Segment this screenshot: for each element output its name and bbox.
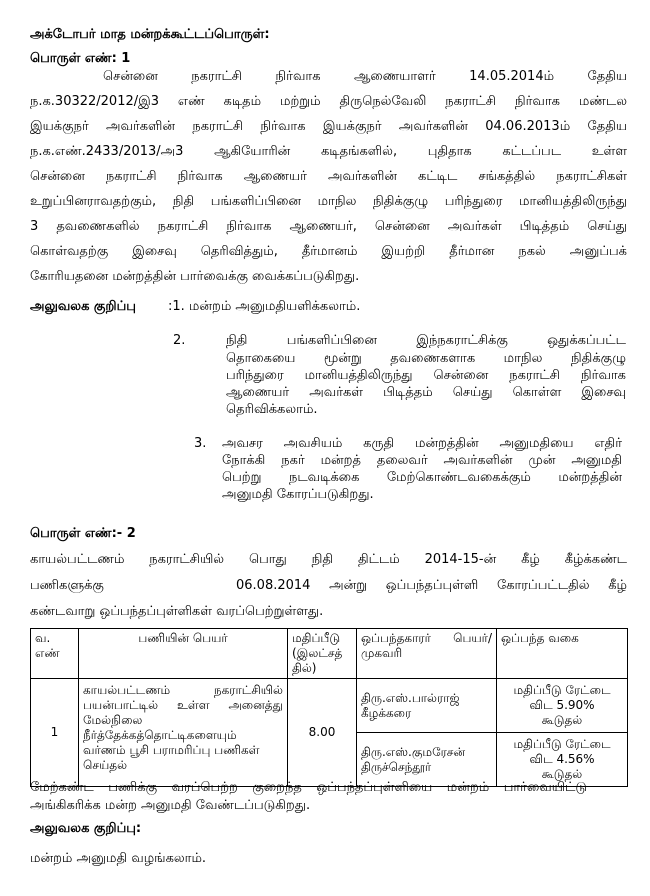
- item2-intro-line-2b: 06.08.2014 அன்று ஒப்பந்தப்புள்ளி கோரப்பட்டதில் கீழ்: [236, 578, 627, 593]
- item1-note-3-line-4: அனுமதி கோரப்படுகிறது.: [222, 487, 374, 502]
- bid-1-contractor-name: திரு.எஸ்.பால்ராஜ்: [361, 690, 460, 705]
- item1-note-1: :1. மன்றம் அனுமதியளிக்கலாம்.: [168, 299, 361, 314]
- item2-intro-line-3: கண்டவாறு ஒப்பந்தப்புள்ளிகள் வரப்பெற்றுள்ளது.: [30, 604, 324, 619]
- row-serial-number: 1: [31, 679, 79, 787]
- bid-1-contractor-place: கீழக்கரை: [361, 705, 412, 720]
- item2-intro-line-1: காயல்பட்டணம் நகராட்சியில் பொது நிதி திட்டம் 2014-15-ன் கீழ் கீழ்க்கண்ட: [30, 552, 627, 567]
- item2-title: பொருள் எண்:- 2: [30, 526, 136, 541]
- item1-note-2-number: 2.: [173, 333, 186, 348]
- item1-note-2-line-1: நிதி பங்களிப்பினை இந்நகராட்சிக்கு ஒதுக்கப்பட்ட: [226, 333, 626, 348]
- header-contract-type-text: ஒப்பந்த வகை: [501, 631, 579, 645]
- row-work-name-line-2: பயன்பாட்டில் உள்ள அனைத்து: [83, 698, 283, 712]
- header-contractor: [357, 629, 497, 679]
- item1-para-line-7: 3 தவணைகளில் நகராட்சி நிர்வாக ஆணையர், சென்னை அவர்கள் பிடித்தம் செய்து: [30, 219, 627, 234]
- item1-para-line-3: இயக்குநர் அவர்களின் நகராட்சி நிர்வாக இயக்குநர் அவர்களின் 04.06.2013ம் தேதிய: [30, 119, 627, 134]
- header-contract-type: [497, 629, 628, 679]
- bid-1-type-line-2: விட 5.90%: [529, 698, 595, 712]
- item1-office-note-label: அலுவலக குறிப்பு: [30, 299, 136, 314]
- header-work-name-text: பணியின் பெயர்: [138, 631, 228, 645]
- bid-2-contractor: [357, 733, 497, 787]
- row-estimate: 8.00: [288, 679, 357, 787]
- row-work-name-line-3: மேல்நிலை: [83, 713, 143, 727]
- bid-2-type-line-2: விட 4.56%: [529, 752, 595, 766]
- bid-1-type-line-3: கூடுதல்: [541, 713, 583, 727]
- bid-2-contractor-name: திரு.எஸ்.குமரேசன்: [361, 744, 466, 759]
- row-work-name-line-4: நீர்த்தேக்கத்தொட்டிகளையும்: [83, 728, 237, 742]
- table-row: [31, 679, 628, 733]
- item1-note-2-line-4: ஆணையர் அவர்கள் பிடித்தம் செய்து கொள்ள இசைவு: [226, 385, 626, 400]
- item1-title: பொருள் எண்: 1: [30, 51, 131, 66]
- bid-2-contract-type: [497, 733, 628, 787]
- header-estimate-line-1: மதிப்பீடு: [292, 631, 341, 645]
- item2-office-note: மன்றம் அனுமதி வழங்கலாம்.: [30, 851, 207, 866]
- document-heading: அக்டோபர் மாத மன்றக்கூட்டப்பொருள்:: [30, 27, 270, 42]
- bid-1-type-line-1: மதிப்பீடு ரேட்டை: [513, 683, 611, 697]
- item1-note-2-line-3: பரிந்துரை மானியத்திலிருந்து சென்னை நகராட்சி நிர்வாக: [226, 368, 626, 383]
- bid-2-contractor-place: திருச்செந்தூர்: [361, 759, 432, 774]
- item1-para-line-8: கொள்வதற்கு இசைவு தெரிவித்தும், தீர்மானம் இயற்றி தீர்மான நகல் அனுப்பக்: [30, 244, 627, 259]
- item1-note-2-line-5: தெரிவிக்கலாம்.: [226, 402, 318, 417]
- row-work-name-line-1: காயல்பட்டணம் நகராட்சியில்: [83, 683, 283, 697]
- header-contractor-line-2: முகவரி: [361, 646, 403, 660]
- row-work-name-line-5: வர்ணம் பூசி பராமரிப்பு பணிகள்: [83, 743, 260, 757]
- row-work-name: [79, 679, 288, 787]
- header-estimate: [288, 629, 357, 679]
- bid-2-type-line-1: மதிப்பீடு ரேட்டை: [513, 737, 611, 751]
- header-serial-number: [31, 629, 79, 679]
- item1-note-2-line-2: தொகையை மூன்று தவணைகளாக மாநில நிதிக்குழு: [226, 351, 626, 366]
- item1-para-line-1: சென்னை நகராட்சி நிர்வாக ஆணையாளர் 14.05.2014ம் தேதிய: [103, 69, 627, 84]
- item1-para-line-4: ந.க.எண்.2433/2013/அ3 ஆகியோரின் கடிதங்களில், புதிதாக கட்டப்பட உள்ள: [30, 144, 627, 159]
- tender-table-header-row: [31, 629, 628, 679]
- item1-para-line-9: கோரியதனை மன்றத்தின் பார்வைக்கு வைக்கப்படுகிறது.: [30, 269, 360, 284]
- bid-2-type-line-3: கூடுதல்: [541, 767, 583, 781]
- row-work-name-line-6: செய்தல்: [83, 758, 128, 772]
- item1-para-line-5: சென்னை நகராட்சி நிர்வாக ஆணையர் அவர்களின் கட்டிட சங்கத்தில் நகராட்சிகள்: [30, 169, 627, 184]
- header-estimate-line-3: தில்): [292, 661, 317, 675]
- header-estimate-line-2: (இலட்சத்: [292, 646, 343, 660]
- bid-1-contract-type: [497, 679, 628, 733]
- item1-para-line-6: உறுப்பினராவதற்கும், நிதி பங்களிப்பினை மாநில நிதிக்குழு பரிந்துரை மானியத்திலிருந்து: [30, 194, 627, 209]
- item1-para-line-2: ந.க.30322/2012/இ3 எண் கடிதம் மற்றும் திருநெல்வேலி நகராட்சி நிர்வாக மண்டல: [30, 94, 627, 109]
- item1-note-3-line-3: பெற்று நடவடிக்கை மேற்கொண்டவகைக்கும் மன்றத்தின்: [222, 470, 622, 485]
- item1-note-3-line-1: அவசர அவசியம் கருதி மன்றத்தின் அனுமதியை எதிர்: [222, 436, 622, 451]
- tender-table: [30, 628, 628, 787]
- header-contractor-line-1: ஒப்பந்தகாரர் பெயர்/: [361, 631, 492, 645]
- item2-after-line-2: அங்கிகரிக்க மன்ற அனுமதி வேண்டப்படுகிறது.: [30, 798, 311, 813]
- item2-after-line-1: மேற்கண்ட பணிக்கு வரப்பெற்ற குறைந்த ஒப்பந்தப்புள்ளியை மன்றம் பார்வையிட்டு: [30, 780, 587, 795]
- header-serial-number-line-1: வ.: [35, 631, 51, 645]
- header-work-name: [79, 629, 288, 679]
- header-serial-number-line-2: எண்: [35, 646, 60, 660]
- item2-intro-line-2a: பணிகளுக்கு: [30, 578, 104, 593]
- item1-note-3-number: 3.: [194, 436, 207, 451]
- item2-office-note-label: அலுவலக குறிப்பு:: [30, 821, 142, 836]
- item1-note-3-line-2: நோக்கி நகர் மன்றத் தலைவர் அவர்களின் முன் அனுமதி: [222, 453, 622, 468]
- bid-1-contractor: [357, 679, 497, 733]
